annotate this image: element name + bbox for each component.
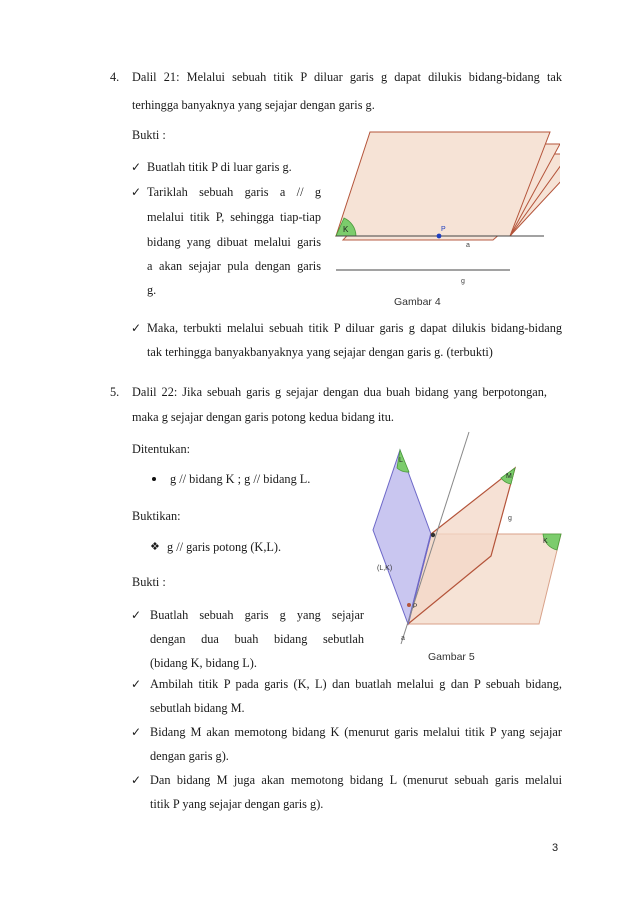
point-p [437, 234, 442, 239]
checkmark-icon: ✓ [131, 725, 142, 739]
item-5-buktikan-label: Buktikan: [132, 509, 181, 523]
item-4-bullet-3-line: Maka, terbukti melalui sebuah titik P diluar garis g dapat dilukis bidang-bidang [147, 321, 562, 335]
point-p [431, 533, 435, 537]
label-k: K [343, 225, 349, 234]
checkmark-icon: ✓ [131, 185, 142, 199]
item-4-bullet-3-line: tak terhingga banyakbanyaknya yang sejajar dengan garis g. (terbukti) [147, 345, 493, 359]
point-p-lower [407, 603, 411, 607]
item-5-bullet-3-line: dengan garis g). [150, 749, 229, 763]
item-5-theorem-line-2: maka g sejajar dengan garis potong kedua bidang itu. [132, 410, 394, 424]
label-a: a [466, 242, 470, 249]
item-4-bukti-label: Bukti : [132, 128, 166, 142]
checkmark-icon: ✓ [131, 677, 142, 691]
item-4-bullet-2-line: a akan sejajar pula dengan garis [147, 259, 321, 273]
figure-5 [365, 430, 565, 650]
label-l: L [399, 457, 403, 464]
item-5-bullet-1-line: dengan dua buah bidang sebutlah [150, 632, 364, 646]
item-5-bullet-2-line: sebutlah bidang M. [150, 701, 245, 715]
page-number: 3 [552, 842, 559, 854]
label-k: K [543, 538, 548, 545]
item-5-bullet-1-line: Buatlah sebuah garis g yang sejajar [150, 608, 364, 622]
item-5-bullet-4-line: titik P yang sejajar dengan garis g). [150, 797, 324, 811]
item-4-bullet-2-line: melalui titik P, sehingga tiap-tiap [147, 210, 321, 224]
label-lk: (L,K) [377, 565, 393, 572]
item-4-bullet-1: Buatlah titik P di luar garis g. [147, 160, 292, 174]
checkmark-icon: ✓ [131, 160, 142, 174]
figure-5-caption: Gambar 5 [428, 651, 475, 663]
item-5-bullet-2-line: Ambilah titik P pada garis (K, L) dan buatlah melalui g dan P sebuah bidang, [150, 677, 562, 691]
figure-4 [330, 130, 560, 290]
item-4-theorem-line-2: terhingga banyaknya yang sejajar dengan garis g. [132, 98, 375, 112]
label-m: M [506, 473, 512, 480]
item-5-bukti-label: Bukti : [132, 575, 166, 589]
item-4-number: 4. [110, 70, 120, 84]
item-5-theorem-line-1: Dalil 22: Jika sebuah garis g sejajar dengan dua buah bidang yang berpotongan, [132, 385, 547, 399]
item-4-theorem-line-1: Dalil 21: Melalui sebuah titik P diluar garis g dapat dilukis bidang-bidang tak [132, 70, 562, 84]
label-p: P [441, 226, 446, 233]
item-5-ditentukan-item: g // bidang K ; g // bidang L. [170, 472, 311, 486]
item-5-number: 5. [110, 385, 120, 399]
item-5-bullet-3-line: Bidang M akan memotong bidang K (menurut garis melalui titik P yang sejajar [150, 725, 562, 739]
figure-4-caption: Gambar 4 [394, 296, 441, 308]
diamond-bullet-icon: ❖ [150, 540, 160, 553]
item-4-bullet-2-line: bidang yang dibuat melalui garis [147, 235, 321, 249]
checkmark-icon: ✓ [131, 608, 142, 622]
label-g: g [461, 278, 465, 285]
checkmark-icon: ✓ [131, 321, 142, 335]
bullet-dot-icon [152, 477, 156, 481]
item-5-buktikan-item: g // garis potong (K,L). [167, 540, 282, 554]
item-4-bullet-2-line: Tariklah sebuah garis a // g [147, 185, 321, 199]
checkmark-icon: ✓ [131, 773, 142, 787]
label-a: a [401, 635, 405, 642]
item-4-bullet-2-line: g. [147, 283, 157, 297]
item-5-bullet-1-line: (bidang K, bidang L). [150, 656, 257, 670]
item-5-bullet-4-line: Dan bidang M juga akan memotong bidang L (menurut sebuah garis melalui [150, 773, 562, 787]
label-g: g [508, 515, 512, 522]
item-5-ditentukan-label: Ditentukan: [132, 442, 191, 456]
label-p: P [413, 603, 418, 610]
